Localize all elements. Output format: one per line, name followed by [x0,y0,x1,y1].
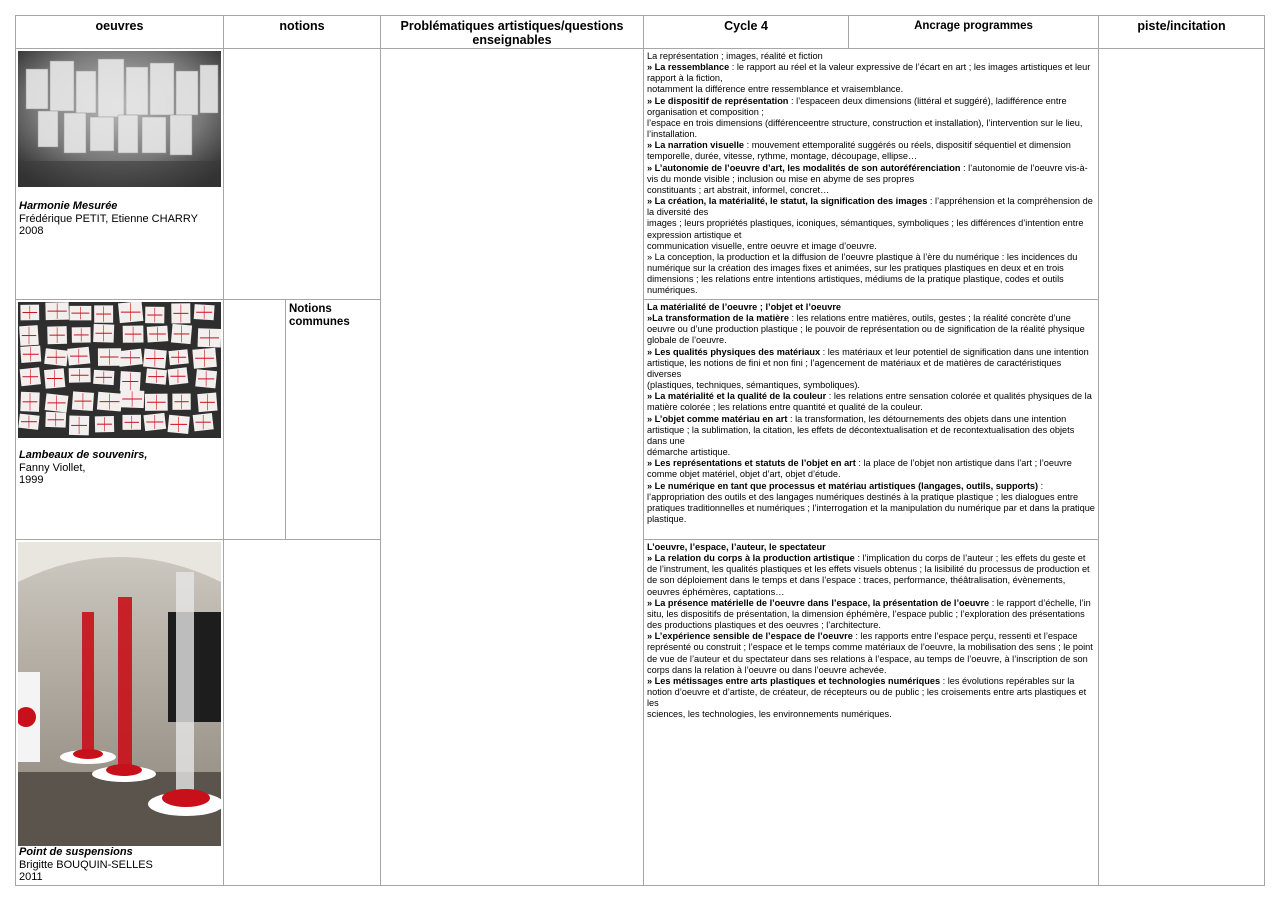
section-line [647,709,1095,720]
section-line-text: démarche artistique. [647,447,731,458]
header-notions [223,15,381,49]
section-line-text: : les rapports entre l’espace perçu, ressenti et l’espace représenté ou construit ; l’espace et le temps comme matériaux de l’oeuvre, la mobilisation des sens ; le point de vue de l’auteur et du spectateur dans ses relations à l’espace, au temps de l’oeuvre, à l’inscription de son corps dans la relation à l’oeuvre ou dans l’oeuvre achevée. [647,631,1093,675]
section-title [647,302,1095,313]
section-line-text: » La conception, la production et la diffusion de l’oeuvre plastique à l’ère du numérique : les incidences du numérique sur la création des images fixes et animées, sur les pratiques plastiques en deux et en trois dimensions ; les relations entre intentions artistiques, médiums de la pratique plastique, codes et outils numériques. [647,251,1078,296]
section-line-text: des productions plastiques et des oeuvres ; l’architecture. [647,620,881,631]
section-line-lead: » La matérialité et la qualité de la couleur [647,391,827,402]
work-author: Frédérique PETIT, Etienne CHARRY [19,212,198,225]
section-lines [647,313,1095,525]
work-title: Lambeaux de souvenirs, [19,449,148,461]
section-line-text: : l’appropriation des outils et des langages numériques destinés à la pratique plastique ; les dialogues entre pratiques traditionnelles et numériques ; l’interrogation et la manipulation du numérique par et dans la pratique plastique. [647,480,1095,524]
section-line [647,118,1095,140]
work-caption-3 [19,846,153,884]
section-line [647,140,1095,162]
section-line-text: : le rapport d’échelle, l’in situ, les dispositifs de présentation, la dimension éphémère, l’espace public ; l’exploration des présentations [647,597,1091,619]
header-ancrage [848,15,1099,49]
header-problematiques-label: Problématiques artistiques/questions enseignables [400,19,624,47]
section-line [647,185,1095,196]
header-piste [1098,15,1265,49]
artwork-image-lambeaux [18,302,221,438]
section-title-text: L’oeuvre, l’espace, l’auteur, le spectateur [647,542,826,552]
work-year: 2011 [19,871,43,883]
section-line-text: : l’implication du corps de l’auteur ; les effets du geste et de l’instrument, les qualités plastiques et les effets visuels obtenus ; la lisibilité du processus de production et [647,553,1090,575]
artwork-image-harmonie [18,51,221,187]
notions-cell-3 [223,539,381,886]
section-line [647,347,1095,380]
work-author: Brigitte BOUQUIN-SELLES [19,858,153,871]
section-line-text: communication visuelle, entre oeuvre et image d’oeuvre. [647,240,877,251]
section-line [647,458,1095,480]
section-line-text: : l’appréhension et la compréhension de la diversité des [647,196,1093,218]
section-line [647,631,1095,676]
work-title: Harmonie Mesurée [19,200,118,212]
section-line-lead: » Le dispositif de représentation [647,95,789,106]
cycle-section-2 [643,299,1099,540]
section-line-text: : le rapport au réel et la valeur expressive de l’écart en art ; les images artistiques et leur rapport à la fiction, [647,62,1091,84]
section-line [647,252,1095,297]
section-line-text: : mouvement ettemporalité suggérés ou réels, dispositif séquentiel et dimension temporelle, durée, vitesse, rythme, montage, découpage, ellipse… [647,140,1071,162]
problematiques-cell [380,48,644,886]
header-notions-label: notions [279,19,325,33]
work-cell-2 [15,299,224,540]
header-cycle [643,15,849,49]
section-title [647,542,1095,553]
section-line [647,676,1095,709]
section-line-text: : les relations entre sensation colorée et qualités physiques de la matière colorée ; les relations entre quantité et qualité de la couleur. [647,391,1092,413]
section-line [647,163,1095,185]
section-line-text: notamment la différence entre ressemblance et vraisemblance. [647,84,904,95]
piste-cell [1098,48,1265,886]
section-line-lead: » Les qualités physiques des matériaux [647,346,821,357]
section-line-text: : la transformation, les détournements des objets dans une intention artistique ; la sublimation, la citation, les effets de décontextualisation et de recontextualisation des objets dans une [647,413,1075,446]
section-lines [647,62,1095,296]
section-line-lead: » Les métissages entre arts plastiques et technologies numériques [647,675,941,686]
section-line-lead: » L’expérience sensible de l’espace de l’oeuvre [647,631,853,642]
section-line-text: sciences, les technologies, les environnements numériques. [647,709,892,720]
section-line [647,553,1095,575]
section-line-text: : les évolutions repérables sur la notion d’oeuvre et d’artiste, de créateur, de récepteurs ou de public ; les croisements entre arts plastiques et les [647,675,1087,709]
section-line [647,447,1095,458]
work-author: Fanny Viollet, [19,461,86,474]
section-line-text: : la place de l’objet non artistique dans l’art ; l’oeuvre comme objet matériel, objet d’art, objet d’étude. [647,458,1072,480]
section-line-text: de son déploiement dans le temps et dans l’espace : traces, performance, théâtralisation, évènements, oeuvres éphémères, captations… [647,575,1066,597]
notions-cell-2a [223,299,286,540]
section-line [647,391,1095,413]
section-line [647,313,1095,346]
section-line [647,241,1095,252]
section-line-text: (plastiques, techniques, sémantiques, symboliques). [647,380,860,391]
section-line-text: : l’espaceen deux dimensions (littéral et suggéré), ladifférence entre organisation et composition ; [647,95,1067,117]
notions-cell-1 [223,48,381,300]
header-ancrage-label: Ancrage programmes [914,20,1033,32]
section-line-lead: » La ressemblance [647,62,730,73]
section-line-lead: »La transformation de la matière [647,313,789,324]
section-line-text: l’espace en trois dimensions (différenceentre structure, construction et installation), l’intervention sur le lieu, l’installation. [647,117,1083,140]
header-oeuvres [15,15,224,49]
section-line [647,380,1095,391]
section-line [647,62,1095,84]
cycle-section-3 [643,539,1099,886]
section-line-text: : l’autonomie de l’oeuvre vis-à-vis du monde visible ; inclusion ou mise en abyme de ses propres [647,162,1088,184]
section-line [647,620,1095,631]
work-year: 2008 [19,225,44,237]
work-cell-3 [15,539,224,886]
section-line-lead: » La relation du corps à la production artistique [647,553,855,564]
work-caption-2 [19,449,147,487]
section-line-lead: » L’autonomie de l’oeuvre d’art, les modalités de son autoréférenciation [647,162,961,173]
section-line-text: constituants ; art abstrait, informel, concret… [647,184,830,195]
work-caption-1 [19,200,198,238]
section-line-lead: » Le numérique en tant que processus et matériau artistiques (langages, outils, supports) [647,480,1039,491]
header-cycle-label: Cycle 4 [724,19,768,33]
header-oeuvres-label: oeuvres [95,19,144,33]
notions-communes-label: Notions communes [289,303,350,328]
section-title-text: La matérialité de l’oeuvre ; l’objet et l’oeuvre [647,302,842,312]
section-line-text: images ; leurs propriétés plastiques, iconiques, sémantiques, symboliques ; les différences d’intention entre expression artistique et [647,218,1084,240]
section-line [647,196,1095,218]
section-line [647,598,1095,620]
section-line-lead: » La présence matérielle de l’oeuvre dans l’espace, la présentation de l’oeuvre [647,597,990,608]
section-lines [647,553,1095,720]
section-line-lead: » La narration visuelle [647,140,745,151]
section-line-lead: » La création, la matérialité, le statut, la signification des images [647,196,928,207]
work-cell-1 [15,48,224,300]
work-year: 1999 [19,474,44,486]
section-title: La représentation ; images, réalité et fiction [647,51,823,61]
header-piste-label: piste/incitation [1137,19,1226,33]
section-line-text: : les relations entre matières, outils, gestes ; la réalité concrète d’une oeuvre ou d’une production plastique ; le pouvoir de représentation ou de signification de la réalité physique globale de l’oeuvre. [647,313,1085,346]
artwork-image-suspensions [18,542,221,846]
notions-communes-cell [285,299,381,540]
work-title: Point de suspensions [19,846,133,858]
section-line [647,575,1095,597]
section-line [647,96,1095,118]
section-line [647,218,1095,240]
section-line [647,481,1095,526]
section-line [647,84,1095,95]
header-problematiques [380,15,644,49]
section-line [647,414,1095,447]
cycle-section-1 [643,48,1099,300]
section-line-lead: » L’objet comme matériau en art [647,413,788,424]
section-line-text: : les matériaux et leur potentiel de signification dans une intention artistique, les notions de fini et non fini ; l’agencement de matériaux et de matières de caractéristiques diverses [647,346,1089,379]
section-line-lead: » Les représentations et statuts de l’objet en art [647,458,856,469]
